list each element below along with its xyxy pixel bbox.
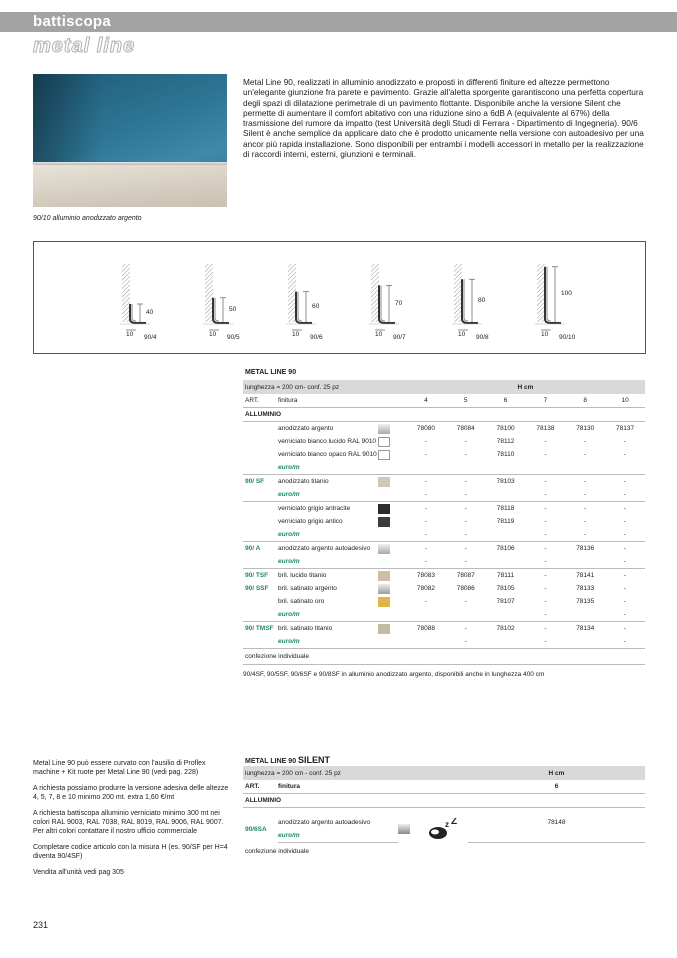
article-number: - xyxy=(446,635,486,649)
article-code: 90/ TSF xyxy=(245,572,269,579)
profile-article-label: 90/4 xyxy=(144,334,157,341)
finish-label: anodizzato titanio xyxy=(278,478,329,485)
article-number: - xyxy=(464,545,467,552)
article-code xyxy=(243,502,278,516)
article-number xyxy=(525,461,565,475)
article-number: 78141 xyxy=(576,572,595,579)
article-number: - xyxy=(605,555,645,569)
article-number: - xyxy=(584,505,587,512)
article-number: - xyxy=(464,625,467,632)
article-number: 78084 xyxy=(456,425,475,432)
col-art: ART. xyxy=(243,394,278,408)
article-code xyxy=(243,608,278,622)
table-row xyxy=(243,422,645,436)
height-col-10: 10 xyxy=(605,394,645,408)
article-number: - xyxy=(565,488,605,502)
article-number: - xyxy=(406,488,446,502)
article-number: - xyxy=(605,608,645,622)
finish-swatch xyxy=(378,597,390,607)
article-number: 78138 xyxy=(536,425,555,432)
article-number: 78130 xyxy=(576,425,595,432)
article-number xyxy=(565,555,605,569)
article-number: - xyxy=(544,545,547,552)
length-info: lunghezza = 200 cm - conf. 25 pz xyxy=(243,766,468,780)
article-number xyxy=(446,461,486,475)
article-number: - xyxy=(464,438,467,445)
table-row xyxy=(243,475,645,489)
category-title: battiscopa xyxy=(33,13,112,30)
finish-swatch xyxy=(378,477,390,487)
article-number: - xyxy=(446,555,486,569)
product-line-title: metal line xyxy=(33,35,136,57)
article-number: - xyxy=(406,528,446,542)
height-col-5: 5 xyxy=(446,394,486,408)
note-unit-sale: Vendita all'unità vedi pag 305 xyxy=(33,869,124,877)
article-number xyxy=(605,461,645,475)
article-number xyxy=(406,635,446,649)
profile-width-label: 10 xyxy=(292,331,300,338)
article-number: 78105 xyxy=(496,585,515,592)
article-code xyxy=(243,422,278,436)
table-row xyxy=(243,542,645,556)
finish-label: verniciato bianco lucido RAL 9010 xyxy=(278,438,377,445)
article-number: - xyxy=(544,598,547,605)
finish-label: verniciato bianco opaco RAL 9010 xyxy=(278,451,377,458)
height-col-8: 8 xyxy=(565,394,605,408)
article-number: - xyxy=(544,585,547,592)
table-row xyxy=(243,515,645,528)
profile-article-label: 90/6 xyxy=(310,334,323,341)
value-78148: 78148 xyxy=(547,819,566,826)
profile-width-label: 10 xyxy=(458,331,466,338)
article-number: - xyxy=(544,505,547,512)
article-number: 78135 xyxy=(576,598,595,605)
article-number: - xyxy=(406,555,446,569)
section-alluminio: ALLUMINIO xyxy=(243,408,645,422)
table2-title xyxy=(245,755,330,765)
euro-per-meter: euro/m xyxy=(278,488,378,502)
metal-line-90-table xyxy=(243,380,645,665)
article-number: 78136 xyxy=(576,545,595,552)
article-number: 78134 xyxy=(576,625,595,632)
col-finish: finitura xyxy=(278,780,468,794)
article-number: - xyxy=(623,478,627,485)
article-number: - xyxy=(544,451,547,458)
article-number: 78087 xyxy=(456,572,475,579)
article-number: 78100 xyxy=(496,425,515,432)
article-number: 78083 xyxy=(416,572,435,579)
article-number xyxy=(486,461,526,475)
header-bar xyxy=(0,12,677,32)
article-number: - xyxy=(464,598,467,605)
height-col-6: 6 xyxy=(486,394,526,408)
article-number: - xyxy=(623,545,627,552)
article-number xyxy=(446,608,486,622)
profile-article-label: 90/5 xyxy=(227,334,240,341)
article-number: - xyxy=(584,438,587,445)
article-code: 90/ SSF xyxy=(245,585,269,592)
finish-swatch xyxy=(378,544,390,554)
article-code xyxy=(243,635,278,649)
profile-height-label: 60 xyxy=(312,302,320,310)
table-row xyxy=(243,582,645,595)
article-number: - xyxy=(464,505,467,512)
article-number: - xyxy=(605,528,645,542)
table2-title-prefix: METAL LINE 90 xyxy=(245,758,297,765)
profile-height-label: 70 xyxy=(395,299,403,307)
finish-swatch xyxy=(378,571,390,581)
article-number: 78103 xyxy=(496,478,515,485)
article-number xyxy=(486,635,526,649)
table2-title-suffix: SILENT xyxy=(298,755,331,765)
packaging-note: confezione individuale xyxy=(243,649,645,665)
article-number: 78133 xyxy=(576,585,595,592)
availability-note: 90/4SF, 90/5SF, 90/6SF e 90/8SF in alluminio anodizzato argento, disponibili anche in lunghezza 400 cm xyxy=(243,671,545,678)
height-6: 6 xyxy=(468,780,645,794)
profile-90-4 xyxy=(116,256,186,346)
page-number: 231 xyxy=(33,920,49,930)
product-photo xyxy=(33,74,227,207)
article-number: - xyxy=(544,438,547,445)
article-number: - xyxy=(424,451,427,458)
article-number: 78111 xyxy=(497,572,515,579)
article-number: 78080 xyxy=(416,425,435,432)
finish-swatch xyxy=(378,624,390,634)
article-number: - xyxy=(464,478,467,485)
profile-article-label: 90/8 xyxy=(476,334,489,341)
table-row xyxy=(243,435,645,448)
article-number: - xyxy=(424,478,427,485)
height-col-7: 7 xyxy=(525,394,565,408)
article-number: 78106 xyxy=(496,545,515,552)
profile-height-label: 100 xyxy=(561,290,572,298)
packaging-note: confezione individuale xyxy=(245,847,309,855)
table-row xyxy=(243,622,645,636)
finish-swatch xyxy=(378,517,390,527)
article-number: - xyxy=(424,518,427,525)
photo-caption: 90/10 alluminio anodizzato argento xyxy=(33,215,142,222)
article-number: - xyxy=(544,518,547,525)
finish-swatch xyxy=(378,437,390,447)
profile-height-label: 50 xyxy=(229,305,237,313)
finish-swatch xyxy=(378,450,390,460)
euro-per-meter: euro/m xyxy=(278,528,378,542)
finish-swatch xyxy=(378,424,390,434)
article-number: - xyxy=(623,505,627,512)
article-number: - xyxy=(565,528,605,542)
article-number: 78082 xyxy=(416,585,435,592)
table-row xyxy=(243,448,645,461)
article-number: - xyxy=(525,608,565,622)
article-number: - xyxy=(544,478,547,485)
finish-label: bril. satinato oro xyxy=(278,598,325,605)
finish-label: anodizzato argento xyxy=(278,425,334,432)
article-number xyxy=(565,635,605,649)
finish-swatch xyxy=(378,584,390,594)
article-code: 90/ TMSF xyxy=(245,625,274,632)
article-number: - xyxy=(525,488,565,502)
note-proflex: Metal Line 90 può essere curvato con l'ausilio di Proflex machine + Kit ruote per Metal Line 90 (vedi pag. 228) xyxy=(33,760,206,776)
article-number: - xyxy=(584,478,587,485)
finish-label: bril. lucido titanio xyxy=(278,572,327,579)
table-row xyxy=(243,569,645,583)
article-number xyxy=(565,608,605,622)
intro-text: Metal Line 90, realizzati in alluminio anodizzato e proposti in differenti finiture ed altezze permettono un'elegante giunzione fra parete e pavimento. Grazie all'aletta sporgente garantiscono una perfetta copertura degli spazi di dilatazione perimetrale di un pavimento flottante. Disponibile anche la versione Silent che permette di aumentare il comfort abitativo con una riduzione sino a 6dB A (equivalente al 67%) della trasmissione del rumore da impatto (test Università degli Studi di Ferrara - Dipartimento di Ingegneria). 90/6 Silent è anche semplice da applicare dato che è prodotto unicamente nella versione con autoadesivo per una ancor più rapida installazione. Sono disponibili per entrambi i modelli accessori in metallo per la realizzazione di raccordi interni, esterni, giunzioni e terminali. xyxy=(243,77,644,160)
article-number xyxy=(406,608,446,622)
table1-title: METAL LINE 90 xyxy=(245,369,297,376)
table-row xyxy=(243,635,645,649)
silent-sleep-icon xyxy=(426,818,460,840)
h-label: H cm xyxy=(406,380,645,394)
euro-per-meter: euro/m xyxy=(278,555,378,569)
article-number: - xyxy=(464,518,467,525)
anodized-silver-swatch xyxy=(398,824,410,834)
article-number: - xyxy=(623,598,627,605)
finish-swatch xyxy=(378,504,390,514)
article-code xyxy=(243,435,278,448)
finish-label: verniciato grigio antico xyxy=(278,518,343,525)
table-row xyxy=(243,502,645,516)
table-row xyxy=(243,555,645,569)
table-row xyxy=(243,608,645,622)
article-number xyxy=(486,555,526,569)
article-number: - xyxy=(464,451,467,458)
article-number xyxy=(486,488,526,502)
finish-label: verniciato grigio antracite xyxy=(278,505,351,512)
article-number: - xyxy=(544,572,547,579)
article-number xyxy=(486,608,526,622)
article-code xyxy=(243,555,278,569)
article-code xyxy=(243,595,278,608)
profile-90-8 xyxy=(448,256,518,346)
swatch-cell xyxy=(398,816,468,843)
article-number xyxy=(486,528,526,542)
note-code: Completare codice articolo con la misura H (es. 90/SF per H=4 diventa 90/4SF) xyxy=(33,844,228,860)
article-code xyxy=(243,515,278,528)
article-code xyxy=(243,461,278,475)
note-painted: A richiesta battiscopa alluminio verniciato minimo 300 mt nei colori RAL 9003, RAL 7038, RAL 8019, RAL 9006, RAL 9007. Per altri colori contattare il nostro ufficio commerciale xyxy=(33,810,224,835)
metal-line-90-silent-table xyxy=(243,766,645,859)
article-number: 78088 xyxy=(416,625,435,632)
article-number: 78086 xyxy=(456,585,475,592)
article-number: - xyxy=(446,488,486,502)
article-number: - xyxy=(424,545,427,552)
article-code: 90/6SA xyxy=(245,825,267,833)
profile-width-label: 10 xyxy=(375,331,383,338)
profile-article-label: 90/7 xyxy=(393,334,406,341)
profile-90-5 xyxy=(199,256,269,346)
euro-per-meter: euro/m xyxy=(278,829,398,843)
article-number: 78110 xyxy=(496,451,515,458)
profile-width-label: 10 xyxy=(209,331,217,338)
article-number: - xyxy=(623,572,627,579)
article-number: - xyxy=(584,518,587,525)
profile-90-6 xyxy=(282,256,352,346)
article-number xyxy=(565,461,605,475)
article-number: - xyxy=(605,488,645,502)
article-number: - xyxy=(525,528,565,542)
col-art: ART. xyxy=(243,780,278,794)
euro-per-meter: euro/m xyxy=(278,608,378,622)
article-number: - xyxy=(424,598,427,605)
article-number: 78112 xyxy=(496,438,515,445)
length-info: lunghezza = 200 cm- conf. 25 pz xyxy=(243,380,406,394)
euro-per-meter: euro/m xyxy=(278,461,378,475)
section-alluminio: ALLUMINIO xyxy=(243,794,645,808)
h-label: H cm xyxy=(468,766,645,780)
article-number: 78102 xyxy=(496,625,515,632)
profile-article-label: 90/10 xyxy=(559,334,576,341)
profile-height-label: 40 xyxy=(146,309,154,316)
article-number: - xyxy=(623,585,627,592)
svg-text:Z: Z xyxy=(450,818,457,828)
table-row xyxy=(243,595,645,608)
profile-width-label: 10 xyxy=(541,331,549,338)
article-number: - xyxy=(446,528,486,542)
article-number: 78137 xyxy=(616,425,635,432)
article-code xyxy=(243,488,278,502)
svg-text:z: z xyxy=(444,820,449,830)
table-row xyxy=(243,461,645,475)
article-number: 78118 xyxy=(496,505,515,512)
article-number: - xyxy=(424,438,427,445)
article-number: - xyxy=(623,451,627,458)
profile-width-label: 10 xyxy=(126,331,134,338)
article-code: 90/ A xyxy=(245,545,261,552)
article-number: - xyxy=(525,635,565,649)
profile-90-7 xyxy=(365,256,435,346)
euro-per-meter: euro/m xyxy=(278,635,378,649)
article-code xyxy=(243,528,278,542)
side-notes xyxy=(33,760,233,886)
article-number: - xyxy=(584,451,587,458)
finish-label: anodizzato argento autoadesivo xyxy=(278,545,371,552)
article-number: - xyxy=(544,625,547,632)
article-number: - xyxy=(525,555,565,569)
finish-label: bril. satinato titanio xyxy=(278,625,333,632)
article-number: - xyxy=(623,518,627,525)
finish-label: bril. satinato argento xyxy=(278,585,337,592)
article-number: - xyxy=(424,505,427,512)
article-code: 90/ SF xyxy=(245,478,265,485)
table-row xyxy=(243,488,645,502)
article-number: 78107 xyxy=(496,598,515,605)
profile-height-label: 80 xyxy=(478,296,486,304)
col-finish: finitura xyxy=(278,394,378,408)
article-code xyxy=(243,448,278,461)
article-number: 78119 xyxy=(496,518,515,525)
profiles-diagram xyxy=(33,241,646,354)
article-number xyxy=(406,461,446,475)
profile-90-10 xyxy=(531,256,601,346)
article-number: - xyxy=(623,438,627,445)
finish-label: anodizzato argento autoadesivo xyxy=(278,819,371,826)
note-adhesive: A richiesta possiamo produrre la versione adesiva delle altezze 4, 5, 7, 8 e 10 minimo 200 mt. extra 1,60 €/mt xyxy=(33,785,229,801)
height-col-4: 4 xyxy=(406,394,446,408)
article-number: - xyxy=(623,625,627,632)
table-row xyxy=(243,528,645,542)
article-number: - xyxy=(605,635,645,649)
